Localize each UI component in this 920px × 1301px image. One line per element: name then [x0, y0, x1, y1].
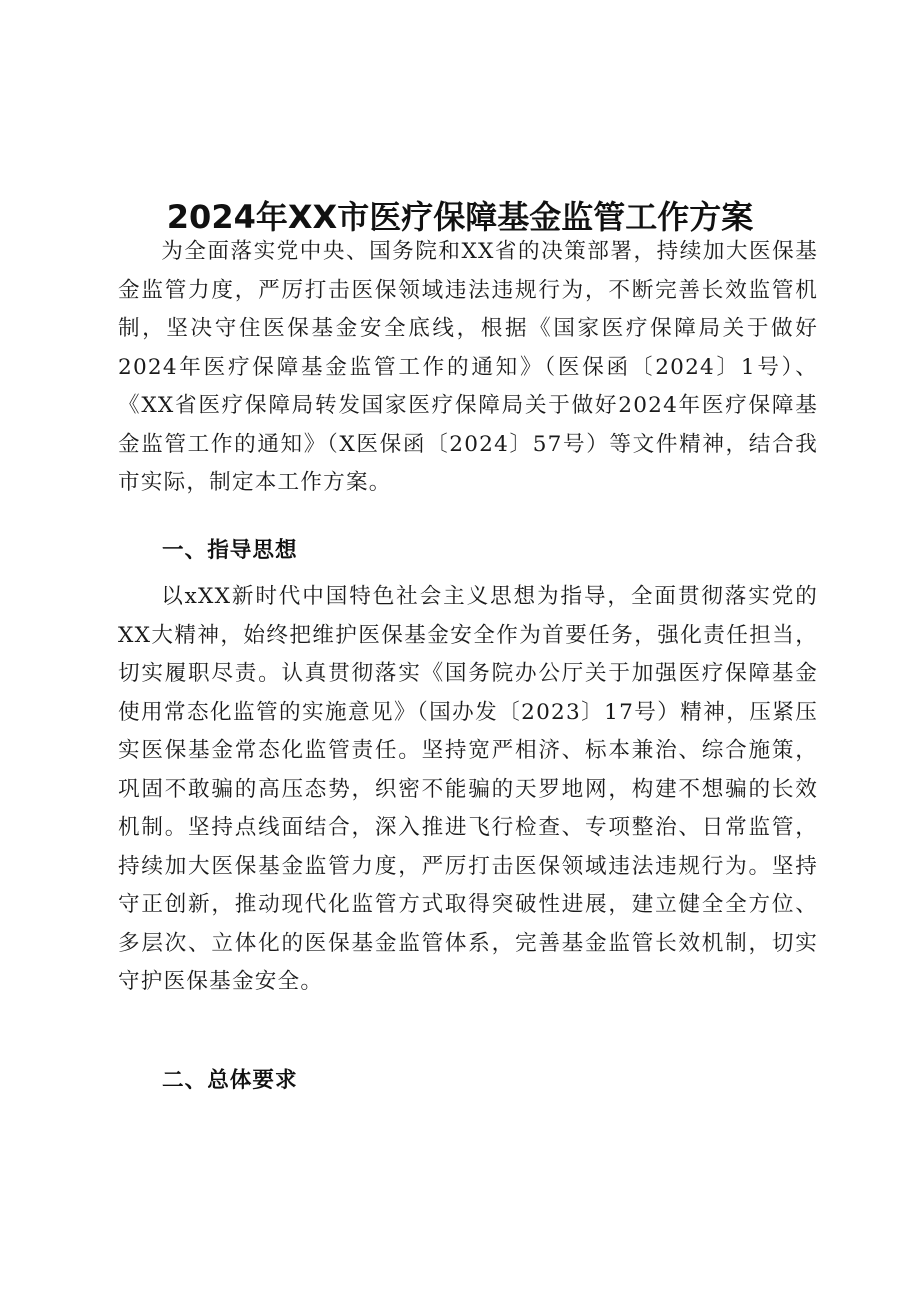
section-heading-guiding-ideology: 一、指导思想 [162, 538, 298, 563]
section-heading-general-requirements: 二、总体要求 [162, 1068, 298, 1093]
document-title: 2024年XX市医疗保障基金监管工作方案 [166, 198, 754, 237]
intro-paragraph: 为全面落实党中央、国务院和XX省的决策部署，持续加大医保基金监管力度，严厉打击医保领域违法违规行为，不断完善长效监管机制，坚决守住医保基金安全底线，根据《国家医疗保障局关于做好2024年医疗保障基金监管工作的通知》（医保函〔2024〕1号）、《XX省医疗保障局转发国家医疗保障局关于做好2024年医疗保障基金监管工作的通知》（X医保函〔2024〕57号）等文件精神，结合我市实际，制定本工作方案。 [118, 239, 818, 495]
guiding-ideology-paragraph: 以xXX新时代中国特色社会主义思想为指导，全面贯彻落实党的XX大精神，始终把维护医保基金安全作为首要任务，强化责任担当，切实履职尽责。认真贯彻落实《国务院办公厅关于加强医疗保障基金使用常态化监管的实施意见》（国办发〔2023〕17号）精神，压紧压实医保基金常态化监管责任。坚持宽严相济、标本兼治、综合施策，巩固不敢骗的高压态势，织密不能骗的天罗地网，构建不想骗的长效机制。坚持点线面结合，深入推进飞行检查、专项整治、日常监管，持续加大医保基金监管力度，严厉打击医保领域违法违规行为。坚持守正创新，推动现代化监管方式取得突破性进展，建立健全全方位、多层次、立体化的医保基金监管体系，完善基金监管长效机制，切实守护医保基金安全。 [118, 584, 818, 994]
